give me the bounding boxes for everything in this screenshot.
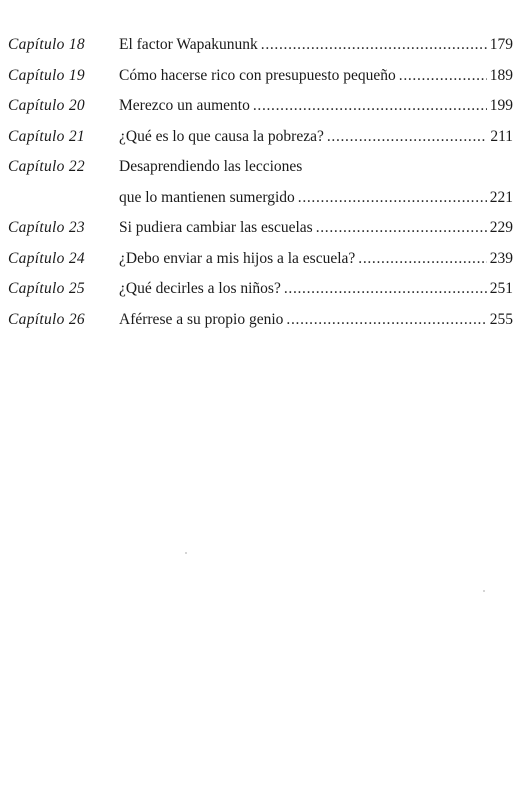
entry-title: que lo mantienen sumergido	[119, 188, 295, 206]
dot-leader	[358, 244, 486, 275]
toc-entry	[0, 122, 530, 153]
toc-entry-continuation	[0, 183, 530, 214]
page-number: 239	[489, 249, 513, 267]
dot-leader	[316, 213, 487, 244]
entry-line	[119, 213, 513, 244]
entry-line	[119, 30, 513, 61]
dot-leader	[284, 274, 487, 305]
entry-title: ¿Debo enviar a mis hijos a la escuela?	[119, 249, 356, 267]
entry-title: ¿Qué es lo que causa la pobreza?	[119, 127, 324, 145]
chapter-label: Capítulo 21	[8, 127, 85, 145]
toc-entry	[0, 61, 530, 92]
table-of-contents	[0, 30, 530, 335]
dot-leader	[286, 305, 486, 336]
chapter-label: Capítulo 24	[8, 249, 85, 267]
entry-title: Aférrese a su propio genio	[119, 310, 284, 328]
entry-title: Si pudiera cambiar las escuelas	[119, 219, 313, 236]
toc-entry	[0, 274, 530, 305]
toc-entry	[0, 91, 530, 122]
page-number: 251	[489, 280, 513, 297]
chapter-label: Capítulo 25	[8, 280, 85, 297]
chapter-label: Capítulo 18	[8, 36, 85, 53]
entry-line	[119, 244, 513, 275]
toc-entry	[0, 305, 530, 336]
chapter-label: Capítulo 26	[8, 310, 85, 328]
entry-title: Desaprendiendo las lecciones	[119, 158, 303, 175]
entry-line	[119, 122, 513, 153]
entry-line	[119, 152, 513, 183]
chapter-label: Capítulo 23	[8, 219, 85, 236]
entry-title: El factor Wapakununk	[119, 36, 258, 53]
page-number: 179	[489, 36, 513, 53]
entry-title: Cómo hacerse rico con presupuesto pequeño	[119, 66, 396, 84]
entry-line	[119, 183, 513, 214]
dot-leader	[399, 61, 487, 92]
page-number: 189	[489, 66, 513, 84]
entry-line	[119, 91, 513, 122]
dot-leader	[327, 122, 487, 153]
page-number: 211	[490, 127, 513, 145]
entry-title: Merezco un aumento	[119, 97, 250, 114]
page-number: 229	[489, 219, 513, 236]
toc-entry	[0, 152, 530, 183]
entry-title: ¿Qué decirles a los niños?	[119, 280, 281, 297]
scan-speck	[185, 552, 187, 554]
dot-leader	[261, 30, 487, 61]
dot-leader	[298, 183, 487, 214]
dot-leader	[253, 91, 487, 122]
toc-entry	[0, 30, 530, 61]
entry-line	[119, 61, 513, 92]
chapter-label: Capítulo 22	[8, 158, 85, 175]
scan-speck	[483, 590, 485, 592]
chapter-label: Capítulo 20	[8, 97, 85, 114]
toc-entry	[0, 213, 530, 244]
toc-entry	[0, 244, 530, 275]
chapter-label: Capítulo 19	[8, 66, 85, 84]
page-number: 255	[489, 310, 513, 328]
entry-line	[119, 305, 513, 336]
entry-line	[119, 274, 513, 305]
page-number: 199	[489, 97, 513, 114]
page-number: 221	[489, 188, 513, 206]
